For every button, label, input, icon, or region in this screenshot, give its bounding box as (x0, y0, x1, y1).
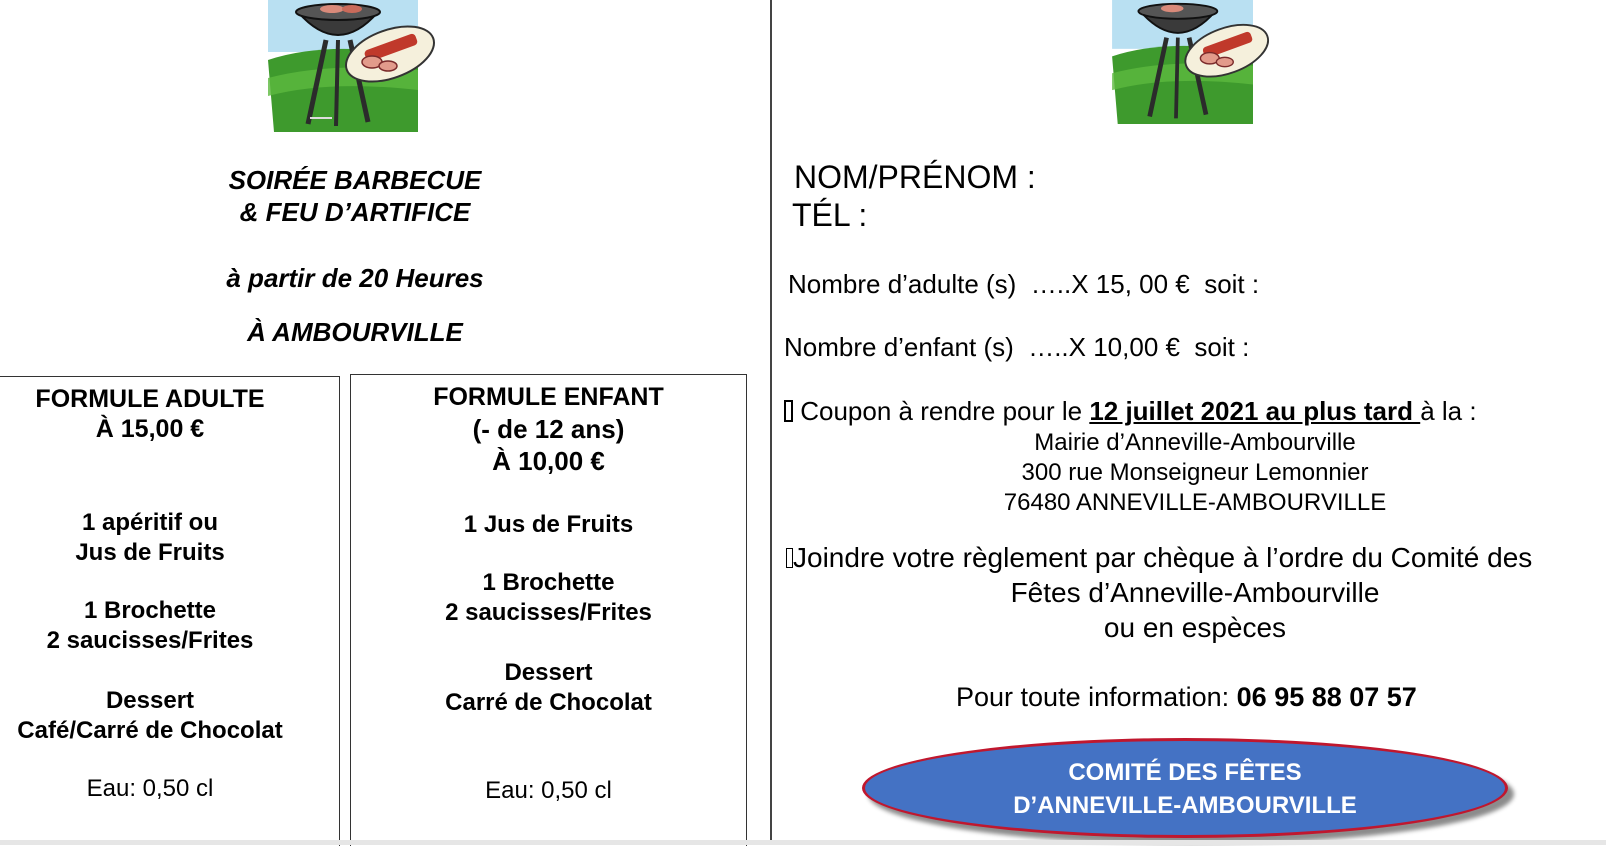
adult-main-line1: 1 Brochette (83, 597, 217, 624)
event-title-line1: SOIRÉE BARBECUE (228, 165, 482, 195)
adult-formula-title: FORMULE ADULTE (35, 385, 265, 413)
committee-badge-text (862, 756, 1508, 822)
page-bottom-edge (0, 840, 1606, 845)
coupon-line (784, 395, 1477, 427)
coupon-prefix: Coupon à rendre pour le (793, 396, 1090, 426)
payment-line3: ou en espèces (1103, 612, 1287, 643)
child-main (350, 568, 747, 628)
child-water: Eau: 0,50 cl (485, 777, 612, 804)
child-formula-title: FORMULE ENFANT (433, 383, 664, 411)
event-time: à partir de 20 Heures (226, 263, 484, 293)
info-line (956, 680, 1417, 714)
adult-formula (0, 384, 300, 444)
adult-main (0, 596, 300, 656)
payment-line1: Joindre votre règlement par chèque à l’ordre du Comité des (793, 542, 1533, 573)
child-main-line1: 1 Brochette (482, 569, 615, 596)
barbecue-clipart (268, 0, 436, 132)
event-place: À AMBOURVILLE (247, 317, 463, 347)
child-dessert (350, 658, 747, 718)
event-title (150, 164, 560, 228)
barbecue-clipart (1112, 0, 1270, 124)
child-formula-price: À 10,00 € (492, 446, 605, 476)
adult-water: Eau: 0,50 cl (86, 775, 214, 802)
address-line2: 300 rue Monseigneur Lemonnier (1021, 459, 1369, 486)
info-label: Pour toute information: (956, 682, 1237, 712)
adult-formula-price: À 15,00 € (95, 415, 205, 443)
child-dessert-line2: Carré de Chocolat (445, 689, 652, 716)
adult-drink-line2: Jus de Fruits (75, 539, 225, 566)
coupon-deadline: 12 juillet 2021 au plus tard (1089, 396, 1421, 426)
mailing-address (900, 428, 1490, 518)
name-field-label: NOM/PRÉNOM : (794, 159, 1036, 195)
child-formula-age: (- de 12 ans) (472, 414, 625, 444)
adult-main-line2: 2 saucisses/Frites (46, 627, 254, 654)
coupon-suffix: à la : (1420, 396, 1477, 426)
event-title-line2: & FEU D’ARTIFICE (239, 197, 471, 227)
address-line3: 76480 ANNEVILLE-AMBOURVILLE (1003, 489, 1387, 516)
checkbox-glyph (784, 400, 793, 422)
badge-line2: D’ANNEVILLE-AMBOURVILLE (1013, 792, 1357, 819)
payment-line1-row (786, 540, 1532, 575)
child-dessert-line1: Dessert (504, 659, 593, 686)
address-line1: Mairie d’Anneville-Ambourville (1034, 429, 1356, 456)
adult-dessert-line1: Dessert (105, 687, 195, 714)
child-main-line2: 2 saucisses/Frites (445, 599, 652, 626)
child-drink: 1 Jus de Fruits (463, 511, 634, 538)
adult-count-line: Nombre d’adulte (s) …..X 15, 00 € soit : (788, 269, 1260, 299)
child-count-line: Nombre d’enfant (s) …..X 10,00 € soit : (784, 332, 1250, 362)
payment-line2: Fêtes d’Anneville-Ambourville (1010, 577, 1380, 608)
info-phone: 06 95 88 07 57 (1236, 682, 1417, 712)
payment-continued (900, 575, 1490, 645)
adult-drink (0, 508, 300, 568)
checkbox-glyph (786, 548, 793, 568)
adult-dessert-line2: Café/Carré de Chocolat (17, 717, 283, 744)
adult-dessert (0, 686, 300, 746)
child-formula (350, 382, 747, 477)
tel-field-label: TÉL : (792, 197, 868, 233)
badge-line1: COMITÉ DES FÊTES (1068, 759, 1302, 786)
adult-drink-line1: 1 apéritif ou (81, 509, 219, 536)
column-divider (770, 0, 772, 845)
